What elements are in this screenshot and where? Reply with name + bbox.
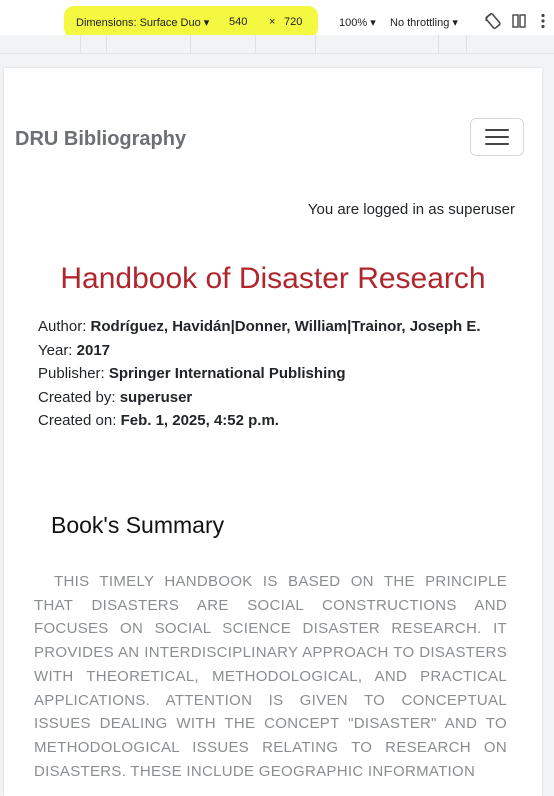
created-by-value: superuser <box>119 388 193 406</box>
author-row: Author: Rodríguez, Havidán|Donner, William|Trainor, Joseph E. <box>38 318 481 335</box>
author-value: Rodríguez, Havidán|Donner, William|Trainor, Joseph E. <box>90 318 481 335</box>
device-viewport <box>4 68 542 796</box>
hamburger-icon <box>485 129 509 131</box>
summary-text: THIS TIMELY HANDBOOK IS BASED ON THE PRINCIPLE THAT DISASTERS ARE SOCIAL CONSTRUCTIONS AND FOCUSES ON SOCIAL SCIENCE DISASTER RESEARCH. IT PROVIDES AN INTERDISCIPLINARY APPROACH TO DISASTERS WITH THEORETICAL, METHODOLOGICAL, AND PRACTICAL APPLICATIONS. ATTENTION IS GIVEN TO CONCEPTUAL ISSUES DEALING WITH THE CONCEPT "DISASTER" AND TO METHODOLOGICAL ISSUES RELATING TO RESEARCH ON DISASTERS. THESE INCLUDE GEOGRAPHIC INFORMATION <box>34 573 507 780</box>
media-query-ruler <box>0 35 554 54</box>
year-row: Year: 2017 <box>38 341 111 359</box>
height-input[interactable]: 720 <box>284 16 303 28</box>
navbar-toggle-button[interactable] <box>470 118 524 156</box>
throttling-select[interactable] <box>390 16 458 29</box>
chevron-down-icon: ▾ <box>452 17 458 29</box>
logged-in-status: You are logged in as superuser <box>307 201 515 218</box>
rotate-icon[interactable] <box>484 12 502 30</box>
device-select[interactable] <box>76 16 209 29</box>
publisher-value: Springer International Publishing <box>108 365 346 382</box>
summary-heading: Book's Summary <box>51 512 225 538</box>
zoom-value: 100% <box>339 17 368 29</box>
zoom-select[interactable] <box>339 16 376 29</box>
dimension-separator: × <box>269 16 276 28</box>
width-input[interactable]: 540 <box>229 16 248 28</box>
chevron-down-icon: ▾ <box>203 17 210 29</box>
throttling-value: No throttling <box>390 17 450 29</box>
navbar-brand[interactable]: DRU Bibliography <box>15 128 187 150</box>
chevron-down-icon: ▾ <box>370 17 376 29</box>
device-label: Dimensions: Surface Duo <box>76 17 201 29</box>
publisher-row: Publisher: Springer International Publishing <box>38 365 346 382</box>
more-options-icon[interactable] <box>534 12 552 30</box>
created-on-row: Created on: Feb. 1, 2025, 4:52 p.m. <box>38 412 279 429</box>
device-posture-icon[interactable] <box>510 12 528 30</box>
created-by-row: Created by: superuser <box>38 388 193 406</box>
book-metadata <box>38 315 481 433</box>
book-title: Handbook of Disaster Research <box>60 262 486 295</box>
created-on-value: Feb. 1, 2025, 4:52 p.m. <box>120 412 279 429</box>
year-value: 2017 <box>76 341 111 359</box>
